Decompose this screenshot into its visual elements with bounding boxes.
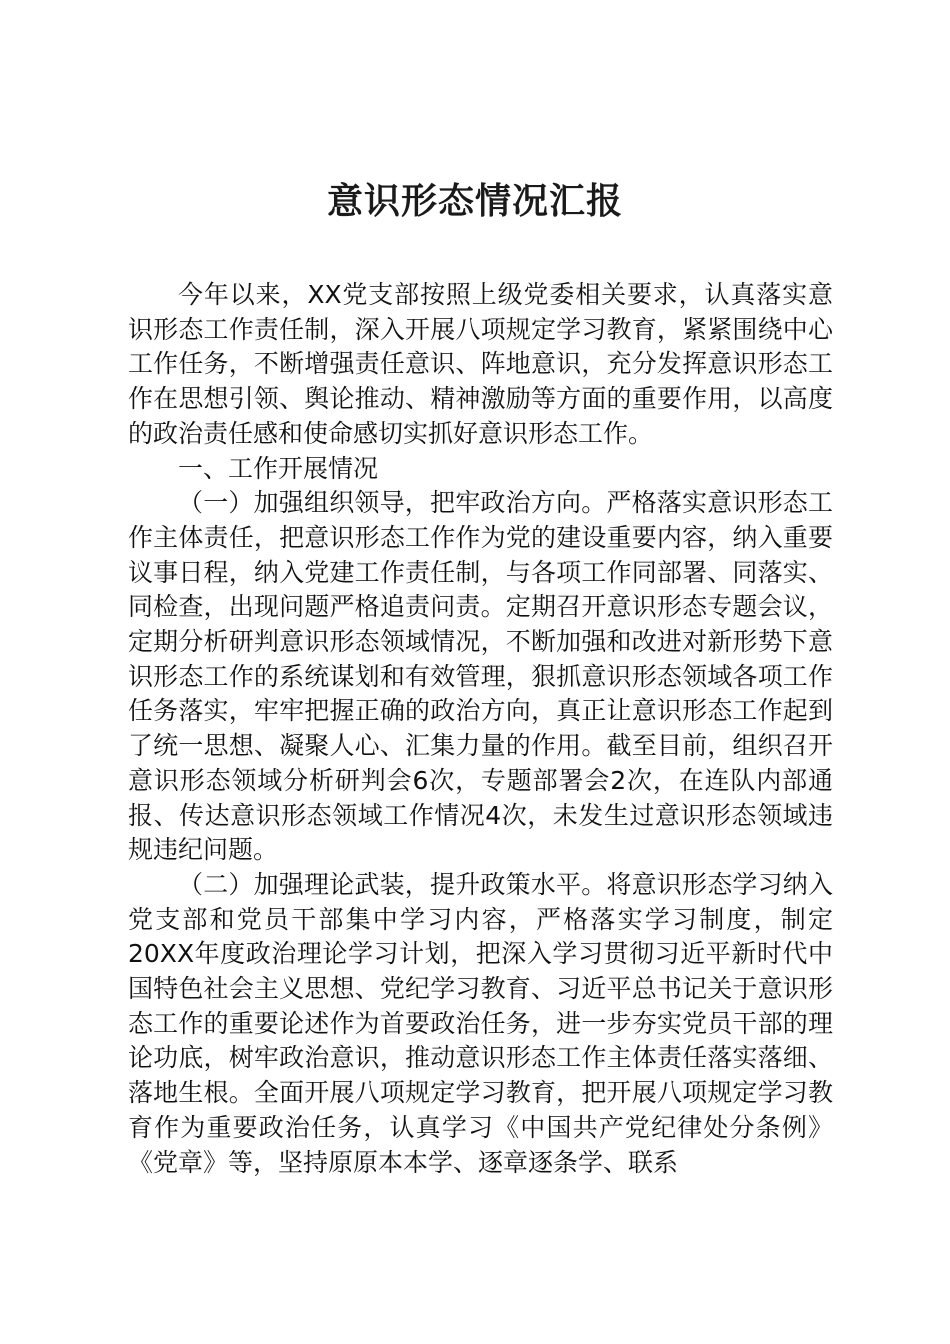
paragraph-intro: 今年以来，XX党支部按照上级党委相关要求，认真落实意识形态工作责任制，深入开展八项规定学习教育，紧紧围绕中心工作任务，不断增强责任意识、阵地意识，充分发挥意识形态工作在思想引领、舆论推动、精神激励等方面的重要作用，以高度的政治责任感和使命感切实抓好意识形态工作。: [128, 280, 833, 448]
document-body: [128, 278, 833, 1180]
paragraph-theory-study: （二）加强理论武装，提升政策水平。将意识形态学习纳入党支部和党员干部集中学习内容，严格落实学习制度，制定20XX年度政治理论学习计划，把深入学习贯彻习近平新时代中国特色社会主义思想、党纪学习教育、习近平总书记关于意识形态工作的重要论述作为首要政治任务，进一步夯实党员干部的理论功底，树牢政治意识，推动意识形态工作主体责任落实落细、落地生根。全面开展八项规定学习教育，把开展八项规定学习教育作为重要政治任务，认真学习《中国共产党纪律处分条例》《党章》等，坚持原原本本学、逐章逐条学、联系: [128, 869, 833, 1177]
document-title: 意识形态情况汇报: [326, 180, 623, 222]
paragraph-organization-leadership: （一）加强组织领导，把牢政治方向。严格落实意识形态工作主体责任，把意识形态工作作为党的建设重要内容，纳入重要议事日程，纳入党建工作责任制，与各项工作同部署、同落实、同检查，出现问题严格追责问责。定期召开意识形态专题会议，定期分析研判意识形态领域情况，不断加强和改进对新形势下意识形态工作的系统谋划和有效管理，狠抓意识形态领域各项工作任务落实，牢牢把握正确的政治方向，真正让意识形态工作起到了统一思想、凝聚人心、汇集力量的作用。截至目前，组织召开意识形态领域分析研判会6次，专题部署会2次，在连队内部通报、传达意识形态领域工作情况4次，未发生过意识形态领域违规违纪问题。: [128, 488, 833, 865]
section-heading-work-status: 一、工作开展情况: [178, 453, 379, 483]
